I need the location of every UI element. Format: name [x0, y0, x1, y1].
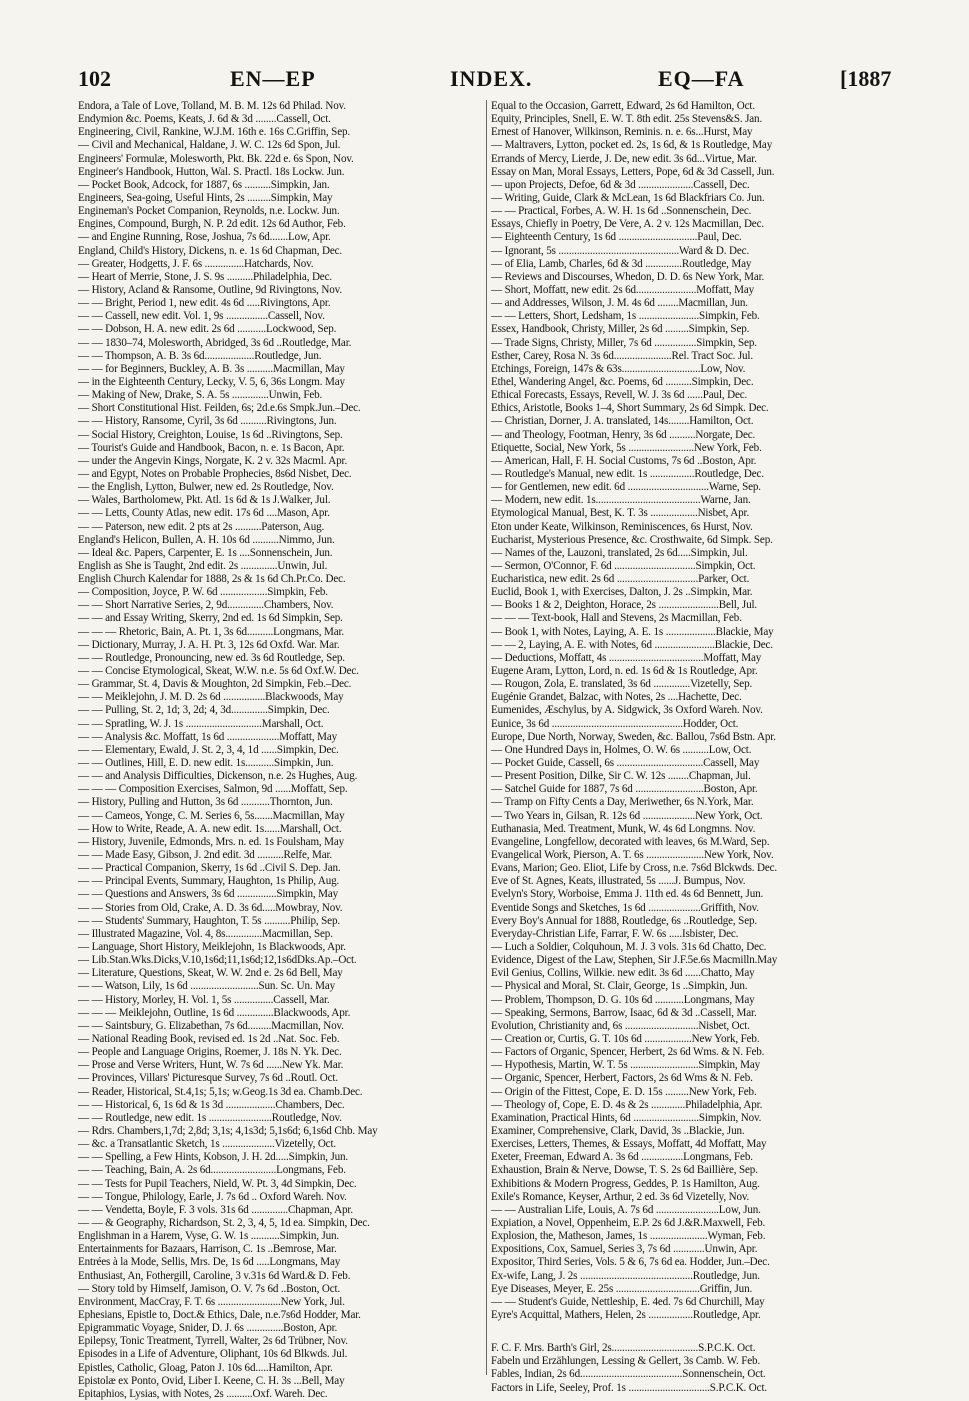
index-entry: — Two Years in, Gilsan, R. 12s 6d ....................New York, Oct. [491, 809, 763, 822]
index-entry: — Book 1, with Notes, Laying, A. E. 1s ...................Blackie, May [491, 625, 774, 638]
index-entry: — Tramp on Fifty Cents a Day, Meriwether, 6s N.York, Mar. [491, 796, 754, 809]
index-entry: — Maltravers, Lytton, pocket ed. 2s, 1s 6d, & 1s Routledge, May [491, 139, 773, 152]
index-entry: — American, Hall, F. H. Social Customs, 7s 6d ..Boston, Apr. [491, 454, 757, 467]
index-entry: — — Outlines, Hill, E. D. new edit. 1s...........Simpkin, Jun. [78, 757, 334, 770]
index-entry: — Lib.Stan.Wks.Dicks,V.10,1s6d;11,1s6d;12,1s6dDks.Ap.–Oct. [78, 954, 357, 967]
index-entry: — Ignorant, 5s ..............................................Ward & D. Dec. [491, 244, 750, 257]
index-entry: Equal to the Occasion, Garrett, Edward, 2s 6d Hamilton, Oct. [491, 100, 755, 112]
index-entry: — Social History, Creighton, Louise, 1s 6d ..Rivingtons, Sep. [78, 428, 343, 441]
index-entry: — the English, Lytton, Bulwer, new ed. 2s Routledge, Nov. [78, 481, 334, 494]
index-entry: Exile's Romance, Keyser, Arthur, 2 ed. 3s 6d Vizetelly, Nov. [491, 1190, 750, 1203]
index-entry: England, Child's History, Dickens, n. e. 1s 6d Chapman, Dec. [78, 244, 343, 257]
index-entry: Examiner, Comprehensive, Clark, David, 3s ..Blackie, Jun. [491, 1124, 745, 1137]
index-entry: — — Watson, Lily, 1s 6d ..........................Sun. Sc. Un. May [78, 980, 335, 993]
index-entry: — — Cameos, Yonge, C. M. Series 6, 5s.......Macmillan, May [78, 809, 345, 822]
index-entry: — Tourist's Guide and Handbook, Bacon, n. e. 1s Bacon, Apr. [78, 441, 345, 454]
index-entry: — Grammar, St. 4, Davis & Moughton, 2d Simpkin, Feb.–Dec. [78, 678, 352, 691]
index-entry: Enthusiast, An, Fothergill, Caroline, 3 v.31s 6d Ward.& D. Feb. [78, 1269, 351, 1282]
index-entry: — — Routledge, Pronouncing, new ed. 3s 6d Routledge, Sep. [78, 651, 345, 664]
index-entry: — — History, Ransome, Cyril, 3s 6d ..........Rivingtons, Jun. [78, 415, 337, 428]
index-entry: — One Hundred Days in, Holmes, O. W. 6s ..........Low, Oct. [491, 743, 752, 756]
index-entry: — Short Constitutional Hist. Feilden, 6s; 2d.e.6s Smpk.Jun.–Dec. [78, 402, 361, 415]
index-entry: — — History, Morley, H. Vol. 1, 5s ...............Cassell, Mar. [78, 993, 330, 1006]
index-entry: — — Questions and Answers, 3s 6d ...............Simpkin, May [78, 888, 339, 901]
index-entry: Etiquette, Social, New York, 5s .........................New York, Feb. [491, 441, 762, 454]
index-entry: Environment, MacCray, F. T. 6s ........................New York, Jul. [78, 1295, 345, 1308]
index-entry: Expositions, Cox, Samuel, Series 3, 7s 6d ............Unwin, Apr. [491, 1243, 758, 1256]
index-entry: Evangeline, Longfellow, decorated with leaves, 6s M.Ward, Sep. [491, 835, 770, 848]
index-entry: — — Student's Guide, Nettleship, E. 4ed. 7s 6d Churchill, May [491, 1295, 765, 1308]
index-entry: — Routledge's Manual, new edit. 1s .................Routledge, Dec. [491, 467, 764, 480]
index-entry: — — Made Easy, Gibson, J. 2nd edit. 3d ..........Relfe, Mar. [78, 849, 333, 862]
index-entry: Evolution, Christianity and, 6s ............................Nisbet, Oct. [491, 1019, 750, 1032]
index-entry: — Names of the, Lauzoni, translated, 2s 6d.....Simpkin, Jul. [491, 546, 748, 559]
index-entry: Episodes in a Life of Adventure, Oliphant, 10s 6d Blkwds. Jul. [78, 1348, 348, 1361]
index-entry: Expositor, Third Series, Vols. 5 & 6, 7s 6d ea. Hodder, Jun.–Dec. [491, 1256, 770, 1269]
index-entry: — and Engine Running, Rose, Joshua, 7s 6d.......Low, Apr. [78, 231, 331, 244]
index-entry: — &c. a Transatlantic Sketch, 1s ....................Vizetelly, Oct. [78, 1138, 337, 1151]
index-entry: Eugénie Grandet, Balzac, with Notes, 2s ....Hachette, Dec. [491, 691, 742, 704]
index-entry: — — Students' Summary, Haughton, T. 5s ..........Philip, Sep. [78, 914, 340, 927]
index-entry: — Sermon, O'Connor, F. 6d ...............................Simpkin, Oct. [491, 559, 756, 572]
index-entry: Englishman in a Harem, Vyse, G. W. 1s ...........Simpkin, Jun. [78, 1230, 340, 1243]
index-entry: Eumenides, Æschylus, by A. Sidgwick, 3s Oxford Wareh. Nov. [491, 704, 763, 717]
index-entry: Epigrammatic Voyage, Snider, D. J. 6s ..............Boston, Apr. [78, 1322, 338, 1335]
index-entry: — Trade Signs, Christy, Miller, 7s 6d ................Simpkin, Sep. [491, 336, 757, 349]
index-entry: — Making of New, Drake, S. A. 5s ..............Unwin, Feb. [78, 389, 323, 402]
index-entry: Entertainments for Bazaars, Harrison, C. 1s ..Bemrose, Mar. [78, 1243, 337, 1256]
index-entry: — — Meiklejohn, J. M. D. 2s 6d ................Blackwoods, May [78, 691, 344, 704]
index-entry: English Church Kalendar for 1888, 2s & 1s 6d Ch.Pr.Co. Dec. [78, 573, 346, 586]
index-entry: — Story told by Himself, Jamison, O. V. 7s 6d ..Boston, Oct. [78, 1282, 341, 1295]
index-entry: Exhaustion, Brain & Nerve, Dowse, T. S. 2s 6d Baillière, Sep. [491, 1164, 758, 1177]
index-entry: Evangelical Work, Pierson, A. T. 6s ......................New York, Nov. [491, 849, 774, 862]
index-entry: — — Tongue, Philology, Earle, J. 7s 6d .. Oxford Wareh. Nov. [78, 1190, 347, 1203]
index-entry: Eventide Songs and Sketches, 1s 6d ....................Griffith, Nov. [491, 901, 759, 914]
index-entry: — Factors of Organic, Spencer, Herbert, 2s 6d Wms. & N. Feb. [491, 1046, 765, 1059]
index-entry: — Origin of the Fittest, Cope, E. D. 15s .........New York, Feb. [491, 1085, 757, 1098]
index-entry: — in the Eighteenth Century, Lecky, V. 5, 6, 36s Longm. May [78, 375, 345, 388]
index-entry: Exeter, Freeman, Edward A. 3s 6d ................Longmans, Feb. [491, 1151, 753, 1164]
index-entry: — — Practical, Forbes, A. W. H. 1s 6d ..Sonnenschein, Dec. [491, 205, 752, 218]
index-entry: — — — Text-book, Hall and Stevens, 2s Macmillan, Feb. [491, 612, 742, 625]
index-entry: Essex, Handbook, Christy, Miller, 2s 6d .........Simpkin, Sep. [491, 323, 750, 336]
index-entry: — upon Projects, Defoe, 6d & 3d .....................Cassell, Dec. [491, 178, 750, 191]
page-number: 102 [78, 66, 111, 91]
index-entry: — Provinces, Villars' Picturesque Survey, 7s 6d ..Routl. Oct. [78, 1072, 338, 1085]
index-entry: — — Elementary, Ewald, J. St. 2, 3, 4, 1d ......Simpkin, Dec. [78, 743, 339, 756]
index-entry: Eton under Keate, Wilkinson, Reminiscences, 6s Hurst, Nov. [491, 520, 753, 533]
index-entry: — Rougon, Zola, E. translated, 3s 6d ..............Vizetelly, Sep. [491, 678, 753, 691]
index-entry: — — Spratling, W. J. 1s .............................Marshall, Oct. [78, 717, 324, 730]
index-entry: Eve of St. Agnes, Keats, illustrated, 5s ......J. Bumpus, Nov. [491, 875, 746, 888]
index-entry: — National Reading Book, revised ed. 1s 2d ..Nat. Soc. Feb. [78, 1032, 340, 1045]
index-entry: — Reader, Historical, St.4,1s; 5,1s; w.Geog.1s 3d ea. Chamb.Dec. [78, 1085, 363, 1098]
left-range-label: EN—EP [230, 66, 316, 91]
index-entry: Fabeln und Erzählungen, Lessing & Gellert, 3s Camb. W. Feb. [491, 1355, 761, 1368]
index-entry: England's Helicon, Bullen, A. H. 10s 6d ..........Nimmo, Jun. [78, 533, 335, 546]
index-entry: Everyday-Christian Life, Farrar, F. W. 6s .....Isbister, Dec. [491, 927, 739, 940]
index-entry: — History, Pulling and Hutton, 3s 6d ...........Thornton, Jun. [78, 796, 333, 809]
index-entry: Epilepsy, Tonic Treatment, Tyrrell, Walter, 2s 6d Trübner, Nov. [78, 1335, 348, 1348]
index-entry: — Deductions, Moffatt, 4s ....................................Moffatt, May [491, 651, 762, 664]
index-entry: Euthanasia, Med. Treatment, Munk, W. 4s 6d Longmns. Nov. [491, 822, 756, 835]
index-entry: — — Paterson, new edit. 2 pts at 2s ..........Paterson, Aug. [78, 520, 325, 533]
index-entry: F. C. F. Mrs. Barth's Girl, 2s.................................S.P.C.K. Oct. [491, 1342, 756, 1355]
index-entry: — People and Language Origins, Roemer, J. 18s N. Yk. Dec. [78, 1046, 342, 1059]
index-entry: — History, Acland & Ransome, Outline, 9d Rivingtons, Nov. [78, 283, 342, 296]
index-entry: English as She is Taught, 2nd edit. 2s ..............Unwin, Jul. [78, 559, 328, 572]
index-entry: Evelyn's Story, Worboise, Emma J. 11th ed. 4s 6d Bennett, Jun. [491, 888, 764, 901]
index-entry: — Greater, Hodgetts, J. F. 6s ...............Hatchards, Nov. [78, 257, 314, 270]
index-entry: Europe, Due North, Norway, Sweden, &c. Ballou, 7s6d Bstn. Apr. [491, 730, 776, 743]
index-entry: — — Routledge, new edit. 1s ........................Routledge, Nov. [78, 1111, 342, 1124]
section-gap [491, 1322, 897, 1342]
index-entry: Engineers' Formulæ, Molesworth, Pkt. Bk. 22d e. 6s Spon, Nov. [78, 152, 354, 165]
index-entry: — Problem, Thompson, D. G. 10s 6d ...........Longmans, May [491, 993, 755, 1006]
index-entry: — — Practical Companion, Skerry, 1s 6d ..Civil S. Dep. Jan. [78, 862, 341, 875]
index-column-right [491, 100, 897, 1394]
index-entry: Engineer's Handbook, Hutton, Wal. S. Practl. 18s Lockw. Jun. [78, 165, 345, 178]
index-entry: Every Boy's Annual for 1888, Routledge, 6s ..Routledge, Sep. [491, 914, 757, 927]
index-entry: — Literature, Questions, Skeat, W. W. 2nd e. 2s 6d Bell, May [78, 967, 343, 980]
index-entry: — Luch a Soldier, Colquhoun, M. J. 3 vols. 31s 6d Chatto, Dec. [491, 941, 767, 953]
index-entry: — Hypothesis, Martin, W. T. 5s ..........................Simpkin, May [491, 1059, 761, 1072]
index-entry: — Theology of, Cope, E. D. 4s & 2s .............Philadelphia, Apr. [491, 1098, 763, 1111]
index-entry: Engineers, Sea-going, Useful Hints, 2s .........Simpkin, May [78, 191, 333, 204]
index-entry: — Modern, new edit. 1s........................................Warne, Jan. [491, 494, 751, 507]
index-entry: — under the Angevin Kings, Norgate, K. 2 v. 32s Macml. Apr. [78, 454, 348, 467]
index-entry: — Illustrated Magazine, Vol. 4, 8s..............Macmillan, Sep. [78, 927, 333, 940]
index-entry: — — for Beginners, Buckley, A. B. 3s ..........Macmillan, May [78, 362, 345, 375]
index-entry: — — Letts, County Atlas, new edit. 17s 6d ....Mason, Apr. [78, 507, 330, 520]
index-entry: — Wales, Bartholomew, Pkt. Atl. 1s 6d & 1s J.Walker, Jul. [78, 494, 331, 507]
index-entry: Errands of Mercy, Lierde, J. De, new edit. 3s 6d...Virtue, Mar. [491, 152, 757, 165]
index-entry: Engines, Compound, Burgh, N. P. 2d edit. 12s 6d Author, Feb. [78, 218, 346, 231]
index-entry: Factors in Life, Seeley, Prof. 1s ...............................S.P.C.K. Oct. [491, 1381, 768, 1394]
index-entry: Ex-wife, Lang, J. 2s ...........................................Routledge, Jun. [491, 1269, 760, 1282]
index-entry: — Eighteenth Century, 1s 6d ..............................Paul, Dec. [491, 231, 742, 244]
index-entry: — — Tests for Pupil Teachers, Nield, W. Pt. 3, 4d Simpkin, Dec. [78, 1177, 357, 1190]
index-entry: Ethel, Wandering Angel, &c. Poems, 6d ..........Simpkin, Dec. [491, 375, 754, 388]
index-entry: Entrées à la Mode, Sellis, Mrs. De, 1s 6d .....Longmans, May [78, 1256, 341, 1269]
index-column-left [78, 100, 484, 1400]
index-entry: — Reviews and Discourses, Whedon, D. D. 6s New York, Mar. [491, 270, 765, 283]
index-entry: Eunice, 3s 6d ..................................................Hodder, Oct. [491, 717, 739, 730]
index-entry: Ethics, Aristotle, Books 1–4, Short Summary, 2s 6d Simpk. Dec. [491, 402, 769, 415]
index-entry: — Civil and Mechanical, Haldane, J. W. C. 12s 6d Spon, Jul. [78, 139, 341, 152]
index-entry: — Present Position, Dilke, Sir C. W. 12s ........Chapman, Jul. [491, 770, 751, 783]
index-entry: Euclid, Book 1, with Exercises, Dalton, J. 2s ..Simpkin, Mar. [491, 586, 753, 599]
index-entry: Epistolæ ex Ponto, Ovid, Liber I. Keene, C. H. 3s ...Bell, May [78, 1374, 345, 1387]
index-entry: Essay on Man, Moral Essays, Letters, Pope, 6d & 3d Cassell, Jun. [491, 165, 775, 178]
index-entry: — — 1830–74, Molesworth, Abridged, 3s 6d ..Routledge, Mar. [78, 336, 352, 349]
index-entry: Endora, a Tale of Love, Tolland, M. B. M. 12s 6d Philad. Nov. [78, 100, 346, 112]
index-entry: — Writing, Guide, Clark & McLean, 1s 6d Blackfriars Co. Jun. [491, 191, 765, 204]
index-entry: — — Pulling, St. 2, 1d; 3, 2d; 4, 3d..............Simpkin, Dec. [78, 704, 330, 717]
index-entry: — Language, Short History, Meiklejohn, 1s Blackwoods, Apr. [78, 941, 346, 953]
index-entry: — — 2, Laying, A. E. with Notes, 6d .......................Blackie, Dec. [491, 638, 773, 651]
index-entry: — — Analysis &c. Moffatt, 1s 6d ....................Moffatt, May [78, 730, 338, 743]
index-entry: Engineman's Pocket Companion, Reynolds, n.e. Lockw. Jun. [78, 205, 340, 218]
index-entry: — — Spelling, a Few Hints, Kobson, J. H. 2d.....Simpkin, Jun. [78, 1151, 349, 1164]
index-entry: — Satchel Guide for 1887, 7s 6d ..........................Boston, Apr. [491, 783, 758, 796]
index-entry: — Organic, Spencer, Herbert, Factors, 2s 6d Wms & N. Feb. [491, 1072, 753, 1085]
index-entry: — Composition, Joyce, P. W. 6d ..................Simpkin, Feb. [78, 586, 328, 599]
index-entry: Ethical Forecasts, Essays, Revell, W. J. 3s 6d ......Paul, Dec. [491, 389, 748, 402]
index-entry: — and Egypt, Notes on Probable Prophecies, 8s6d Nisbet, Dec. [78, 467, 352, 480]
index-entry: — Speaking, Sermons, Barrow, Isaac, 6d & 3d ..Cassell, Mar. [491, 1006, 757, 1019]
index-entry: — — — Rhetoric, Bain, A. Pt. 1, 3s 6d..........Longmans, Mar. [78, 625, 345, 638]
index-entry: — Short, Moffatt, new edit. 2s 6d.......................Moffatt, May [491, 283, 755, 296]
index-entry: Ephesians, Epistle to, Doct.& Ethics, Dale, n.e.7s6d Hodder, Mar. [78, 1308, 361, 1321]
index-entry: — — Vendetta, Boyle, F. 3 vols. 31s 6d ..............Chapman, Apr. [78, 1203, 353, 1216]
index-entry: — Creation or, Curtis, G. T. 10s 6d ..................New York, Feb. [491, 1032, 760, 1045]
index-entry: — — Principal Events, Summary, Haughton, 1s Philip, Aug. [78, 875, 340, 888]
index-entry: Endymion &c. Poems, Keats, J. 6d & 3d ........Cassell, Oct. [78, 113, 331, 126]
index-entry: Examination, Practical Hints, 6d .........................Simpkin, Nov. [491, 1111, 762, 1124]
index-entry: — Heart of Merrie, Stone, J. S. 9s ..........Philadelphia, Dec. [78, 270, 332, 283]
index-entry: Explosion, the, Matheson, James, 1s ......................Wyman, Feb. [491, 1230, 766, 1243]
index-entry: — Prose and Verse Writers, Hunt, W. 7s 6d ......New Yk. Mar. [78, 1059, 344, 1072]
index-entry: Evans, Marion; Geo. Eliot, Life by Cross, n.e. 7s6d Blckwds. Dec. [491, 862, 778, 875]
index-entry: — — Concise Etymological, Skeat, W.W. n.e. 5s 6d Oxf.W. Dec. [78, 665, 359, 678]
index-entry: Evil Genius, Collins, Wilkie. new edit. 3s 6d ......Chatto, May [491, 967, 755, 980]
index-entry: — Christian, Dorner, J. A. translated, 14s........Hamilton, Oct. [491, 415, 754, 428]
index-entry: — — — Composition Exercises, Salmon, 9d ......Moffatt, Sep. [78, 783, 348, 796]
index-entry: — — — Meiklejohn, Outline, 1s 6d ..............Blackwoods, Apr. [78, 1006, 351, 1019]
index-entry: Eucharistica, new edit. 2s 6d ...............................Parker, Oct. [491, 573, 750, 586]
index-entry: — Pocket Book, Adcock, for 1887, 6s ..........Simpkin, Jan. [78, 178, 330, 191]
index-entry: — — Dobson, H. A. new edit. 2s 6d ...........Lockwood, Sep. [78, 323, 337, 336]
index-entry: — — Teaching, Bain, A. 2s 6d.........................Longmans, Feb. [78, 1164, 346, 1177]
index-entry: — Ideal &c. Papers, Carpenter, E. 1s ....Sonnenschein, Jun. [78, 546, 333, 559]
index-entry: Eucharist, Mysterious Presence, &c. Crosthwaite, 6d Simpk. Sep. [491, 533, 773, 546]
index-entry: Exercises, Letters, Themes, & Essays, Moffatt, 4d Moffatt, May [491, 1138, 767, 1151]
index-entry: — — Letters, Short, Ledsham, 1s .......................Simpkin, Feb. [491, 310, 760, 323]
index-entry: — Physical and Moral, St. Clair, George, 1s ..Simpkin, Jun. [491, 980, 748, 993]
index-entry: — Pocket Guide, Cassell, 6s .................................Cassell, May [491, 757, 760, 770]
index-entry: — — Thompson, A. B. 3s 6d...................Routledge, Jun. [78, 349, 322, 362]
index-entry: Eyre's Acquittal, Mathers, Helen, 2s .................Routledge, Apr. [491, 1308, 761, 1321]
index-entry: — — Short Narrative Series, 2, 9d..............Chambers, Nov. [78, 599, 334, 612]
index-entry: — How to Write, Reade, A. A. new edit. 1s......Marshall, Oct. [78, 822, 342, 835]
index-entry: Evidence, Digest of the Law, Stephen, Sir J.F.5e.6s Macmilln.May [491, 954, 778, 967]
index-entry: Exhibitions & Modern Progress, Geddes, P. 1s Hamilton, Aug. [491, 1177, 760, 1190]
index-entry: — History, Juvenile, Edmonds, Mrs. n. ed. 1s Foulsham, May [78, 835, 345, 848]
index-entry: Ernest of Hanover, Wilkinson, Reminis. n. e. 6s...Hurst, May [491, 126, 753, 139]
page-header [78, 66, 890, 92]
index-entry: Eye Diseases, Meyer, E. 25s ................................Griffin, Jun. [491, 1282, 753, 1295]
index-entry: — — and Analysis Difficulties, Dickenson, n.e. 2s Hughes, Aug. [78, 770, 358, 783]
index-entry: — Dictionary, Murray, J. A. H. Pt. 3, 12s 6d Oxfd. War. Mar. [78, 638, 340, 651]
index-entry: Engineering, Civil, Rankine, W.J.M. 16th e. 16s C.Griffin, Sep. [78, 126, 350, 139]
column-divider [486, 100, 487, 1375]
page-title: INDEX. [450, 66, 533, 91]
index-entry: — of Elia, Lamb, Charles, 6d & 3d ..............Routledge, May [491, 257, 752, 270]
index-entry: — for Gentlemen, new edit. 6d ...............................Warne, Sep. [491, 481, 761, 494]
index-entry: Etymological Manual, Best, K. T. 3s ..................Nisbet, Apr. [491, 507, 750, 520]
index-entry: — and Addresses, Wilson, J. M. 4s 6d ........Macmillan, Jun. [491, 297, 748, 310]
index-entry: Expiation, a Novel, Oppenheim, E.P. 2s 6d J.&R.Maxwell, Feb. [491, 1216, 766, 1229]
index-entry: Esther, Carey, Rosa N. 3s 6d......................Rel. Tract Soc. Jul. [491, 349, 753, 362]
index-entry: Fables, Indian, 2s 6d.......................................Sonnenschein, Oct. [491, 1368, 766, 1381]
index-entry: Etchings, Foreign, 147s & 63s..............................Low, Nov. [491, 362, 746, 375]
index-entry: — — and Essay Writing, Skerry, 2nd ed. 1s 6d Simpkin, Sep. [78, 612, 343, 625]
index-entry: Eugene Aram, Lytton, Lord, n. ed. 1s 6d & 1s Routledge, Apr. [491, 665, 758, 678]
index-entry: — Rdrs. Chambers,1,7d; 2,8d; 3,1s; 4,1s3d; 5,1s6d; 6,1s6d Chb. May [78, 1124, 378, 1137]
index-entry: Epistles, Catholic, Gloag, Paton J. 10s 6d.....Hamilton, Apr. [78, 1361, 333, 1374]
year-label: [1887 [840, 66, 892, 91]
index-entry: — — Bright, Period 1, new edit. 4s 6d .....Rivingtons, Apr. [78, 297, 331, 310]
index-entry: — and Theology, Footman, Henry, 3s 6d ..........Norgate, Dec. [491, 428, 756, 441]
index-entry: Epitaphios, Lysias, with Notes, 2s ..........Oxf. Wareh. Dec. [78, 1387, 328, 1400]
right-range-label: EQ—FA [658, 66, 745, 91]
index-entry: — — Stories from Old, Crake, A. D. 3s 6d.....Mowbray, Nov. [78, 901, 343, 914]
index-entry: Essays, Chiefly in Poetry, De Vere, A. 2 v. 12s Macmillan, Dec. [491, 218, 764, 231]
index-entry: — — Australian Life, Louis, A. 7s 6d ........................Low, Jun. [491, 1203, 761, 1216]
index-entry: — — & Geography, Richardson, St. 2, 3, 4, 5, 1d ea. Simpkin, Dec. [78, 1216, 370, 1229]
index-entry: — — Cassell, new edit. Vol. 1, 9s ................Cassell, Nov. [78, 310, 325, 323]
index-entry: — — Historical, 6, 1s 6d & 1s 3d ...................Chambers, Dec. [78, 1098, 345, 1111]
index-entry: — — Saintsbury, G. Elizabethan, 7s 6d.........Macmillan, Nov. [78, 1019, 344, 1032]
index-entry: Equity, Principles, Snell, E. W. T. 8th edit. 25s Stevens&S. Jan. [491, 113, 763, 126]
index-entry: — Books 1 & 2, Deighton, Horace, 2s .......................Bell, Jul. [491, 599, 758, 612]
